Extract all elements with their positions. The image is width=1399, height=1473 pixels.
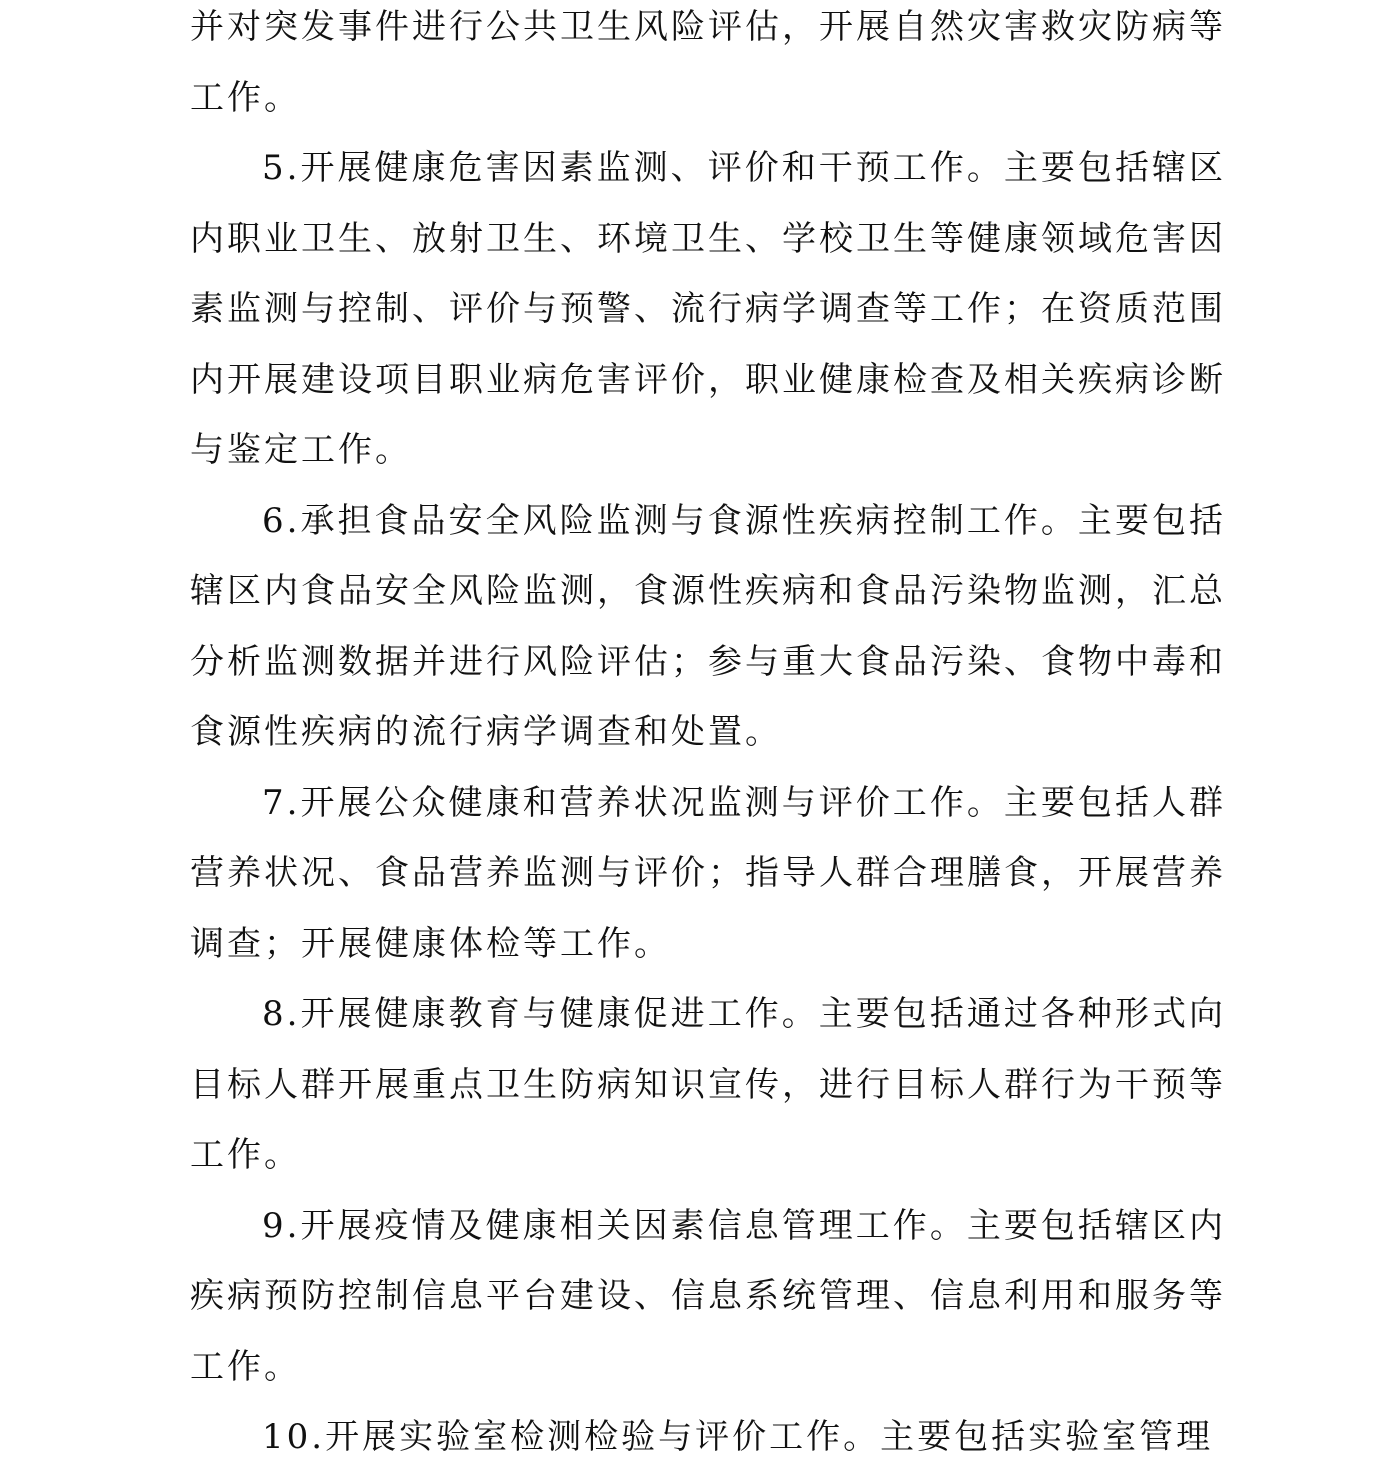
- paragraph-continuation: 并对突发事件进行公共卫生风险评估，开展自然灾害救灾防病等工作。: [190, 7, 1226, 118]
- paragraph-item-7: 7.开展公众健康和营养状况监测与评价工作。主要包括人群营养状况、食品营养监测与评价；指导人群合理膳食，开展营养调查；开展健康体检等工作。: [190, 782, 1226, 964]
- paragraph-item-5: 5.开展健康危害因素监测、评价和干预工作。主要包括辖区内职业卫生、放射卫生、环境卫生、学校卫生等健康领域危害因素监测与控制、评价与预警、流行病学调查等工作；在资质范围内开展建设项目职业病危害评价，职业健康检查及相关疾病诊断与鉴定工作。: [190, 148, 1226, 470]
- paragraph-item-8: 8.开展健康教育与健康促进工作。主要包括通过各种形式向目标人群开展重点卫生防病知识宣传，进行目标人群行为干预等工作。: [190, 994, 1226, 1175]
- paragraph-item-9: 9.开展疫情及健康相关因素信息管理工作。主要包括辖区内疾病预防控制信息平台建设、信息系统管理、信息利用和服务等工作。: [190, 1205, 1226, 1387]
- paragraph-item-6: 6.承担食品安全风险监测与食源性疾病控制工作。主要包括辖区内食品安全风险监测，食源性疾病和食品污染物监测，汇总分析监测数据并进行风险评估；参与重大食品污染、食物中毒和食源性疾病的流行病学调查和处置。: [190, 500, 1226, 752]
- paragraph-item-10: 10.开展实验室检测检验与评价工作。主要包括实验室管理: [262, 1417, 1214, 1457]
- document-body: [190, 0, 1226, 1473]
